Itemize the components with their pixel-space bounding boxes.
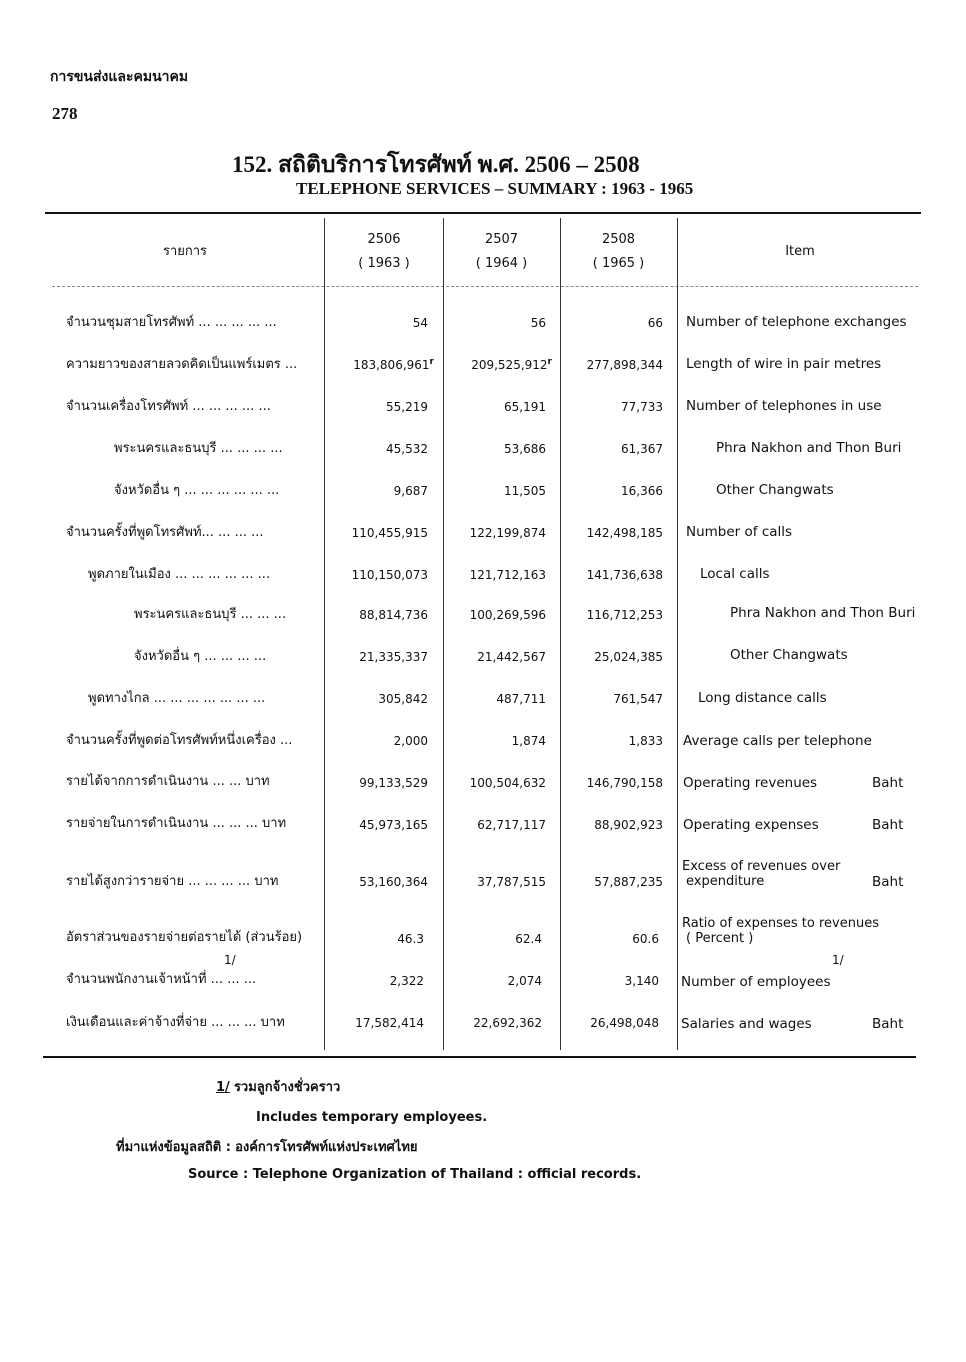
row-label-english: Number of telephone exchanges: [686, 314, 907, 330]
value-1964: 62,717,117: [477, 818, 546, 832]
value-1963: 21,335,337: [359, 650, 428, 664]
column-divider: [443, 218, 444, 1050]
table-title-thai-text: สถิติบริการโทรศัพท์ พ.ศ. 2506 – 2508: [278, 152, 640, 177]
value-1964: 56: [530, 316, 546, 330]
row-label-english: Number of telephones in use: [686, 398, 882, 414]
year-be: 2507: [484, 232, 519, 247]
row-label-english: Number of calls: [686, 524, 793, 540]
row-label-english: Long distance calls: [698, 690, 827, 706]
column-header-2508: [561, 228, 676, 276]
header-separator: [52, 286, 918, 287]
row-label-english-line1: Ratio of expenses to revenues: [682, 916, 879, 931]
column-header-2506: [326, 228, 442, 276]
value-1965: 26,498,048: [590, 1016, 659, 1030]
source-thai-label: ที่มาแห่งข้อมูลสถิติ :: [116, 1140, 231, 1155]
footnote-ref: 1/: [832, 953, 844, 967]
year-ce: ( 1963 ): [358, 256, 410, 271]
row-label-thai: ความยาวของสายลวดคิดเป็นแพร์เมตร ...: [66, 357, 298, 372]
unit-baht: Baht: [872, 817, 904, 833]
row-label-english: Salaries and wages: [681, 1016, 812, 1032]
footnote-thai-text: รวมลูกจ้างชั่วคราว: [233, 1080, 341, 1095]
row-label-thai: จำนวนพนักงานเจ้าหน้าที่ ... ... ...: [66, 972, 257, 987]
value-1965: 88,902,923: [594, 818, 663, 832]
value-1965: 1,833: [628, 734, 663, 748]
value-1965: 277,898,344: [586, 358, 663, 372]
footnote-english: Includes temporary employees.: [256, 1110, 488, 1125]
row-label-english: [682, 916, 879, 946]
column-divider: [677, 218, 678, 1050]
row-label-thai: จังหวัดอื่น ๆ ... ... ... ...: [134, 649, 267, 664]
value-1964: 11,505: [504, 484, 546, 498]
revised-mark: r: [429, 357, 434, 367]
year-ce: ( 1965 ): [592, 256, 645, 271]
value-1964: 22,692,362: [473, 1016, 542, 1030]
value-1964: 65,191: [504, 400, 546, 414]
value-1963: 88,814,736: [359, 608, 428, 622]
value-1964: 62.4: [515, 932, 542, 946]
table-title-thai: [232, 147, 640, 183]
year-be: 2506: [367, 232, 401, 247]
value-1964: 37,787,515: [477, 875, 546, 889]
unit-baht: Baht: [872, 874, 904, 890]
row-label-english: Length of wire in pair metres: [686, 356, 882, 372]
row-label-english: [682, 859, 840, 889]
source-thai-text: องค์การโทรศัพท์แห่งประเทศไทย: [235, 1140, 418, 1155]
value-text: 183,806,961: [353, 358, 430, 372]
value-text: 209,525,912: [471, 358, 548, 372]
table-title-english: TELEPHONE SERVICES – SUMMARY : 1963 - 1965: [296, 179, 694, 198]
column-divider: [324, 218, 325, 1050]
value-1964: [444, 353, 552, 377]
row-label-thai: พระนครและธนบุรี ... ... ... ...: [114, 441, 283, 456]
row-label-thai: รายได้จากการดำเนินงาน ... ... บาท: [66, 774, 270, 789]
table-top-rule: [45, 212, 921, 214]
source-thai: [116, 1136, 418, 1157]
column-divider: [560, 218, 561, 1050]
value-1963: 45,532: [386, 442, 428, 456]
value-1964: 487,711: [496, 692, 546, 706]
value-1963: 17,582,414: [355, 1016, 424, 1030]
year-be: 2508: [601, 232, 636, 247]
row-label-english-line1: Excess of revenues over: [682, 859, 841, 874]
footnote-thai: [216, 1076, 340, 1097]
value-1965: 57,887,235: [594, 875, 663, 889]
row-label-english-line2: expenditure: [686, 874, 765, 889]
value-1965: 141,736,638: [586, 568, 663, 582]
row-label-thai: รายได้สูงกว่ารายจ่าย ... ... ... ... บาท: [66, 874, 279, 889]
value-1965: 761,547: [613, 692, 663, 706]
value-1964: 1,874: [511, 734, 546, 748]
unit-baht: Baht: [872, 1016, 904, 1032]
row-label-thai: เงินเดือนและค่าจ้างที่จ่าย ... ... ... บาท: [66, 1015, 285, 1030]
row-label-english: Phra Nakhon and Thon Buri: [716, 440, 902, 456]
value-1964: 21,442,567: [477, 650, 546, 664]
row-label-thai: จำนวนครั้งที่พูดต่อโทรศัพท์หนึ่งเครื่อง ...: [66, 733, 293, 748]
column-header-2507: [444, 228, 559, 276]
value-1964: 121,712,163: [469, 568, 546, 582]
value-1963: [326, 353, 434, 377]
unit-baht: Baht: [872, 775, 904, 791]
revised-mark: r: [547, 357, 552, 367]
value-1963: 2,322: [389, 974, 424, 988]
row-label-english: Other Changwats: [730, 647, 848, 663]
row-label-thai: พูดภายในเมือง ... ... ... ... ... ...: [88, 567, 271, 582]
table-number: 152.: [232, 152, 273, 177]
value-1963: 110,150,073: [351, 568, 428, 582]
value-1964: 100,504,632: [469, 776, 546, 790]
source-english: Source : Telephone Organization of Thailand : official records.: [188, 1167, 642, 1182]
value-1963: 99,133,529: [359, 776, 428, 790]
row-label-english-line2: ( Percent ): [686, 931, 754, 946]
value-1963: 53,160,364: [359, 875, 428, 889]
year-ce: ( 1964 ): [475, 256, 528, 271]
row-label-thai: พูดทางไกล ... ... ... ... ... ... ...: [88, 691, 266, 706]
value-1965: 25,024,385: [594, 650, 663, 664]
value-1965: 146,790,158: [586, 776, 663, 790]
table-bottom-rule: [43, 1056, 916, 1058]
row-label-english: Other Changwats: [716, 482, 834, 498]
value-1965: 116,712,253: [586, 608, 663, 622]
row-label-thai: จำนวนเครื่องโทรศัพท์ ... ... ... ... ...: [66, 399, 271, 414]
running-header: การขนส่งและคมนาคม: [50, 69, 189, 85]
value-1964: 100,269,596: [469, 608, 546, 622]
row-label-thai: รายจ่ายในการดำเนินงาน ... ... ... บาท: [66, 816, 287, 831]
column-header-item-english: Item: [785, 244, 815, 259]
value-1963: 110,455,915: [351, 526, 428, 540]
value-1964: 122,199,874: [469, 526, 546, 540]
footnote-ref: 1/: [224, 953, 236, 967]
row-label-thai: จำนวนชุมสายโทรศัพท์ ... ... ... ... ...: [66, 315, 277, 330]
row-label-english: Operating revenues: [683, 775, 818, 791]
value-1965: 16,366: [621, 484, 663, 498]
row-label-english: Number of employees: [681, 974, 831, 990]
value-1964: 2,074: [507, 974, 542, 988]
row-label-english: Average calls per telephone: [683, 733, 872, 749]
page-number: 278: [52, 104, 78, 123]
value-1965: 3,140: [624, 974, 659, 988]
value-1964: 53,686: [504, 442, 546, 456]
value-1965: 77,733: [621, 400, 663, 414]
value-1965: 60.6: [632, 932, 659, 946]
value-1963: 9,687: [393, 484, 428, 498]
footnote-mark: 1/: [216, 1080, 230, 1095]
value-1963: 54: [412, 316, 428, 330]
row-label-english: Operating expenses: [683, 817, 819, 833]
value-1963: 46.3: [397, 932, 424, 946]
row-label-english: Phra Nakhon and Thon Buri: [730, 605, 916, 621]
row-label-thai: จังหวัดอื่น ๆ ... ... ... ... ... ...: [114, 483, 280, 498]
value-1963: 45,973,165: [359, 818, 428, 832]
row-label-thai: พระนครและธนบุรี ... ... ...: [134, 607, 287, 622]
value-1965: 142,498,185: [586, 526, 663, 540]
row-label-thai: จำนวนครั้งที่พูดโทรศัพท์... ... ... ...: [66, 525, 264, 540]
row-label-english: Local calls: [700, 566, 770, 582]
value-1963: 305,842: [378, 692, 428, 706]
value-1963: 55,219: [386, 400, 428, 414]
value-1965: 66: [647, 316, 663, 330]
row-label-thai: อัตราส่วนของรายจ่ายต่อรายได้ (ส่วนร้อย): [66, 930, 303, 945]
column-header-item-thai: รายการ: [162, 244, 208, 259]
value-1965: 61,367: [621, 442, 663, 456]
value-1963: 2,000: [393, 734, 428, 748]
